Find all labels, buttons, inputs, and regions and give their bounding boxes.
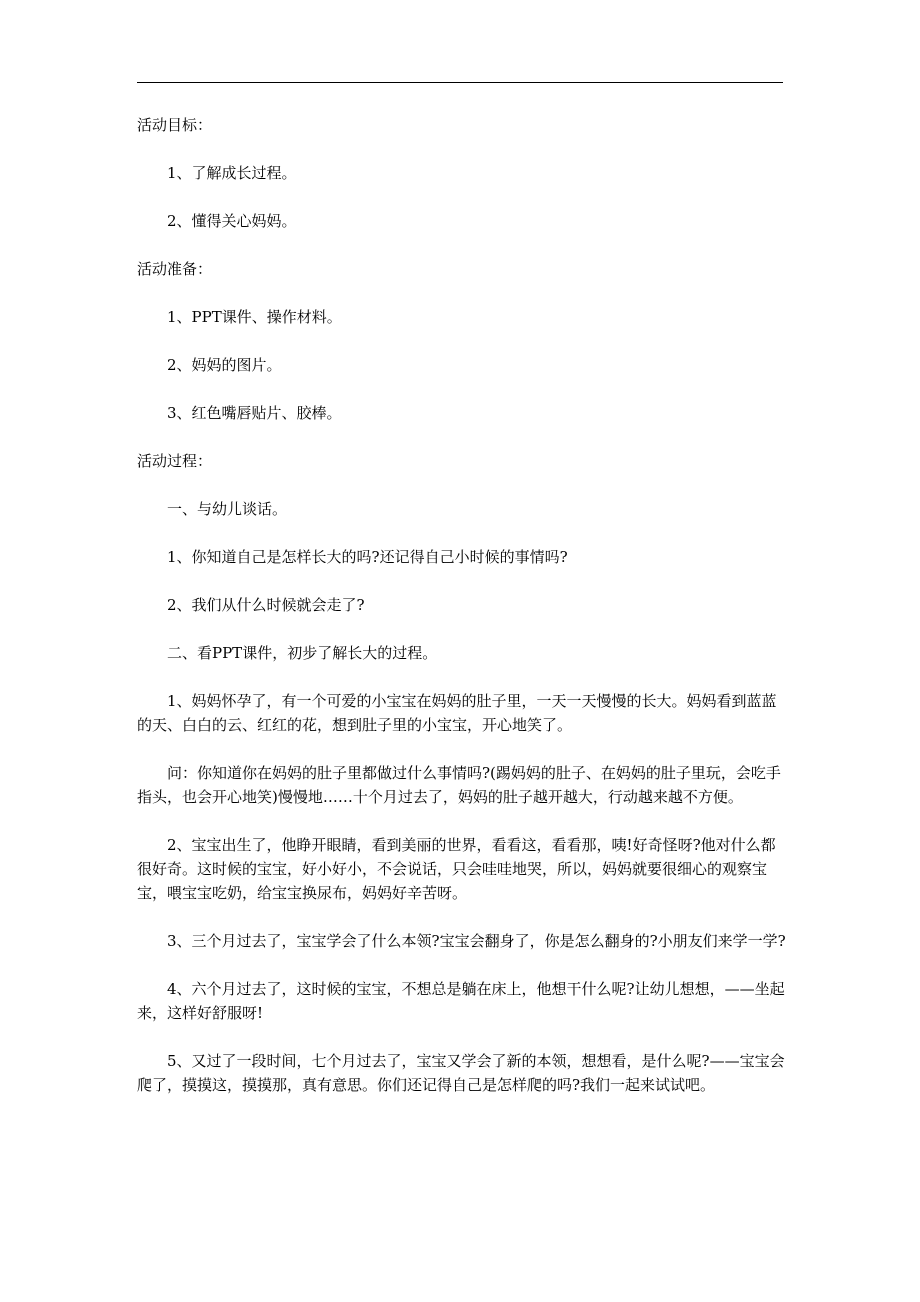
process-paragraph: 5、又过了一段时间，七个月过去了，宝宝又学会了新的本领，想想看，是什么呢?——宝宝会爬了，摸摸这，摸摸那，真有意思。你们还记得自己是怎样爬的吗?我们一起来试试吧。 [137,1052,785,1094]
section-heading-goals: 活动目标： [137,116,213,134]
section-heading-process: 活动过程： [137,452,213,470]
process-paragraph: 1、妈妈怀孕了，有一个可爱的小宝宝在妈妈的肚子里，一天一天慢慢的长大。妈妈看到蓝蓝的天、白白的云、红红的花，想到肚子里的小宝宝，开心地笑了。 [137,692,777,734]
goal-item: 1、了解成长过程。 [167,164,297,182]
section-heading-preparation: 活动准备： [137,260,213,278]
process-paragraph: 问：你知道你在妈妈的肚子里都做过什么事情吗?(踢妈妈的肚子、在妈妈的肚子里玩，会吃手指头，也会开心地笑)慢慢地……十个月过去了，妈妈的肚子越开越大，行动越来越不方便。 [137,764,781,806]
preparation-item: 3、红色嘴唇贴片、胶棒。 [167,404,342,422]
preparation-item: 1、PPT课件、操作材料。 [167,308,342,326]
process-paragraph: 3、三个月过去了，宝宝学会了什么本领?宝宝会翻身了，你是怎么翻身的?小朋友们来学一学? [167,932,786,950]
process-paragraph: 1、你知道自己是怎样长大的吗?还记得自己小时候的事情吗? [167,548,568,566]
header-rule [137,82,783,83]
process-step-heading: 一、与幼儿谈话。 [167,500,288,518]
document-body [137,113,787,1121]
process-paragraph: 2、宝宝出生了，他睁开眼睛，看到美丽的世界，看看这，看看那，咦!好奇怪呀?他对什么都很好奇。这时候的宝宝，好小好小，不会说话，只会哇哇地哭，所以，妈妈就要很细心的观察宝宝，喂宝宝吃奶，给宝宝换尿布，妈妈好辛苦呀。 [137,836,776,902]
process-paragraph: 4、六个月过去了，这时候的宝宝，不想总是躺在床上，他想干什么呢?让幼儿想想，——坐起来，这样好舒服呀! [137,980,785,1022]
preparation-item: 2、妈妈的图片。 [167,356,282,374]
process-step-heading: 二、看PPT课件，初步了解长大的过程。 [167,644,438,662]
process-paragraph: 2、我们从什么时候就会走了? [167,596,365,614]
goal-item: 2、懂得关心妈妈。 [167,212,297,230]
